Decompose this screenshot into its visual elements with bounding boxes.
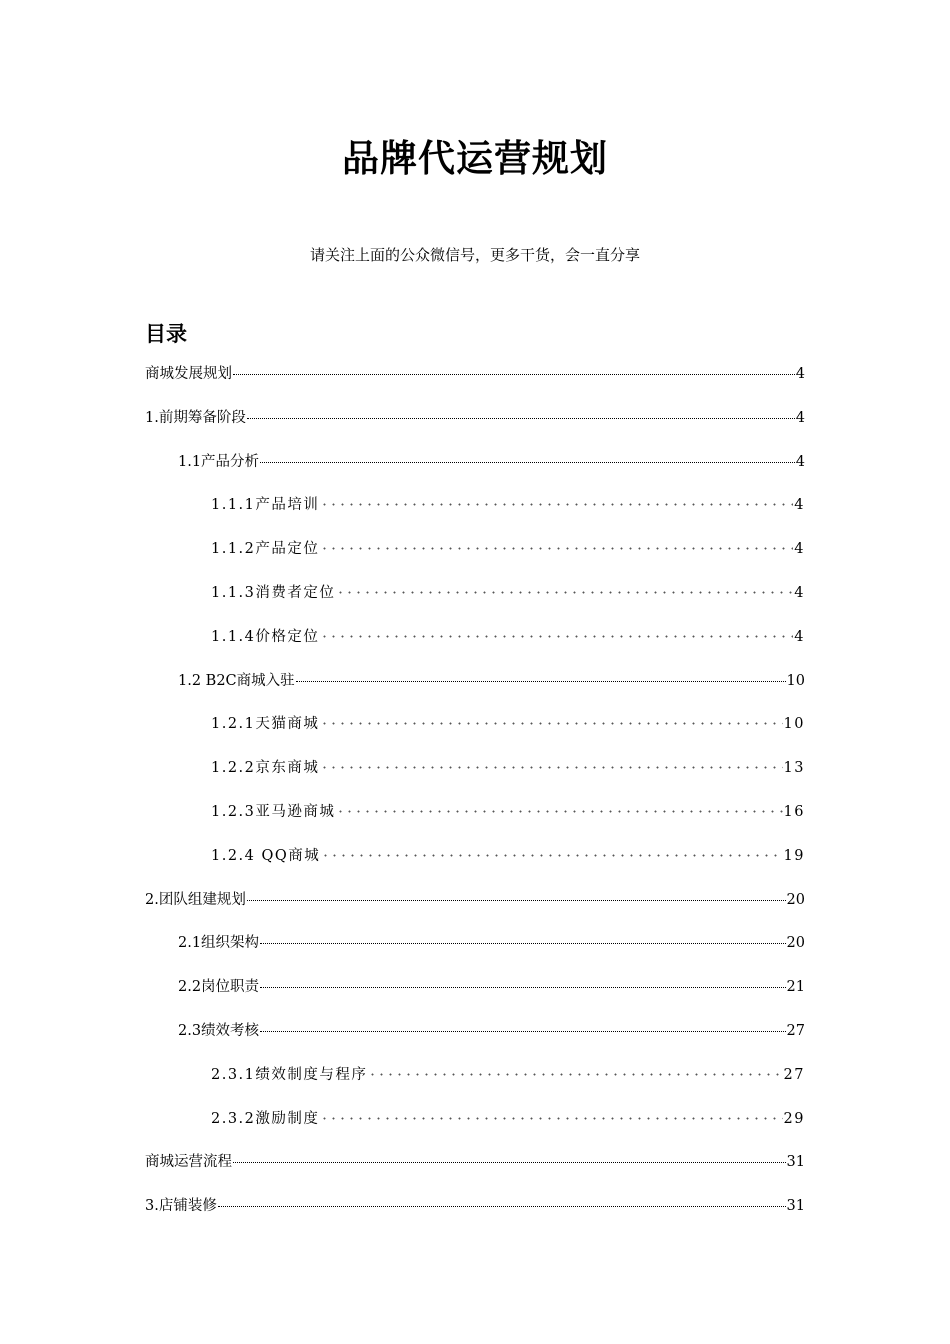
toc-dot-leader [320, 766, 782, 769]
toc-dot-leader [320, 635, 793, 638]
toc-entry-label: 商城发展规划 [145, 366, 232, 382]
toc-item [0, 625, 950, 669]
toc-entry-link[interactable] [211, 1063, 805, 1087]
toc-item [0, 1019, 950, 1063]
toc-item [0, 493, 950, 537]
document-title: 品牌代运营规划 [342, 137, 608, 180]
toc-entry-link[interactable] [211, 756, 805, 780]
toc-item [0, 844, 950, 888]
toc-entry-link[interactable] [211, 625, 805, 649]
toc-dot-leader [233, 374, 795, 375]
toc-entry-link[interactable] [145, 362, 805, 386]
toc-item [0, 975, 950, 1019]
toc-page-number: 27 [786, 1022, 805, 1039]
toc-item [0, 756, 950, 800]
toc-page-number: 21 [786, 979, 805, 996]
toc-dot-leader [336, 810, 782, 813]
toc-entry-link[interactable] [178, 931, 805, 955]
toc-page-number: 10 [783, 716, 805, 733]
toc-dot-leader [320, 547, 793, 550]
toc-entry-label: 2.1组织架构 [178, 935, 260, 952]
toc-entry-label: 2.2岗位职责 [178, 979, 260, 996]
toc-page-number: 4 [794, 628, 805, 645]
toc-dot-leader [218, 1206, 786, 1207]
toc-item [0, 1150, 950, 1194]
toc-entry-label: 1.1.2产品定位 [211, 541, 320, 558]
toc-entry-link[interactable] [211, 537, 805, 561]
table-of-contents [0, 362, 950, 1238]
toc-dot-leader [260, 462, 795, 463]
toc-entry-link[interactable] [145, 888, 805, 912]
toc-dot-leader [247, 900, 786, 901]
toc-entry-link[interactable] [145, 406, 805, 430]
toc-item [0, 581, 950, 625]
toc-entry-label: 2.3.1绩效制度与程序 [211, 1066, 368, 1083]
toc-dot-leader [368, 1073, 782, 1076]
toc-item [0, 888, 950, 932]
toc-entry-link[interactable] [178, 669, 805, 693]
toc-item [0, 406, 950, 450]
toc-entry-label: 2.3.2激励制度 [211, 1110, 320, 1127]
toc-page-number: 4 [795, 409, 805, 426]
toc-page-number: 4 [794, 584, 805, 601]
toc-dot-leader [320, 503, 793, 506]
toc-dot-leader [296, 681, 786, 682]
toc-page-number: 31 [786, 1198, 805, 1215]
toc-entry-link[interactable] [211, 581, 805, 605]
toc-dot-leader [320, 1117, 782, 1120]
toc-item [0, 450, 950, 494]
toc-page-number: 16 [783, 803, 805, 820]
toc-entry-label: 1.2.3亚马逊商城 [211, 803, 336, 820]
toc-page-number: 31 [786, 1154, 805, 1171]
toc-dot-leader [320, 722, 782, 725]
toc-dot-leader [233, 1162, 786, 1163]
toc-entry-label: 1.1.3消费者定位 [211, 584, 336, 601]
toc-entry-label: 1.2 B2C商城入驻 [178, 672, 295, 689]
toc-page-number: 20 [786, 935, 805, 952]
toc-item [0, 537, 950, 581]
toc-item [0, 1107, 950, 1151]
toc-entry-label: 1.1.1产品培训 [211, 497, 320, 514]
toc-entry-label: 1.2.2京东商城 [211, 760, 320, 777]
toc-item [0, 1194, 950, 1238]
toc-page-number: 19 [783, 847, 805, 864]
toc-entry-link[interactable] [178, 450, 805, 474]
toc-dot-leader [247, 418, 795, 419]
toc-entry-link[interactable] [211, 844, 805, 868]
toc-item [0, 712, 950, 756]
toc-item [0, 669, 950, 713]
toc-entry-link[interactable] [145, 1150, 805, 1174]
toc-item [0, 800, 950, 844]
toc-page-number: 20 [786, 891, 805, 908]
toc-dot-leader [336, 591, 793, 594]
toc-entry-label: 1.1产品分析 [178, 453, 260, 470]
toc-entry-label: 1.前期筹备阶段 [145, 409, 246, 426]
toc-entry-link[interactable] [211, 1107, 805, 1131]
toc-dot-leader [260, 943, 785, 944]
toc-item [0, 931, 950, 975]
toc-entry-link[interactable] [178, 1019, 805, 1043]
toc-entry-link[interactable] [211, 800, 805, 824]
toc-page-number: 4 [795, 366, 805, 382]
toc-page-number: 4 [794, 497, 805, 514]
toc-entry-link[interactable] [211, 493, 805, 517]
document-subtitle: 请关注上面的公众微信号，更多干货，会一直分享 [309, 246, 640, 264]
toc-page-number: 4 [794, 541, 805, 558]
toc-entry-label: 1.2.1天猫商城 [211, 716, 320, 733]
toc-page-number: 29 [783, 1110, 805, 1127]
toc-dot-leader [260, 1031, 785, 1032]
toc-entry-link[interactable] [178, 975, 805, 999]
toc-heading: 目录 [145, 322, 187, 346]
toc-dot-leader [260, 987, 785, 988]
toc-dot-leader [321, 854, 782, 857]
toc-entry-link[interactable] [145, 1194, 805, 1218]
toc-page-number: 13 [783, 760, 805, 777]
toc-page-number: 4 [795, 453, 805, 470]
toc-item [0, 362, 950, 406]
toc-page-number: 10 [786, 672, 805, 689]
toc-item [0, 1063, 950, 1107]
toc-entry-label: 2.团队组建规划 [145, 891, 246, 908]
toc-entry-label: 1.2.4 QQ商城 [211, 847, 321, 864]
toc-entry-label: 3.店铺装修 [145, 1198, 217, 1215]
toc-entry-label: 2.3绩效考核 [178, 1022, 260, 1039]
toc-entry-label: 1.1.4价格定位 [211, 628, 320, 645]
toc-entry-label: 商城运营流程 [145, 1154, 232, 1171]
toc-entry-link[interactable] [211, 712, 805, 736]
toc-page-number: 27 [783, 1066, 805, 1083]
